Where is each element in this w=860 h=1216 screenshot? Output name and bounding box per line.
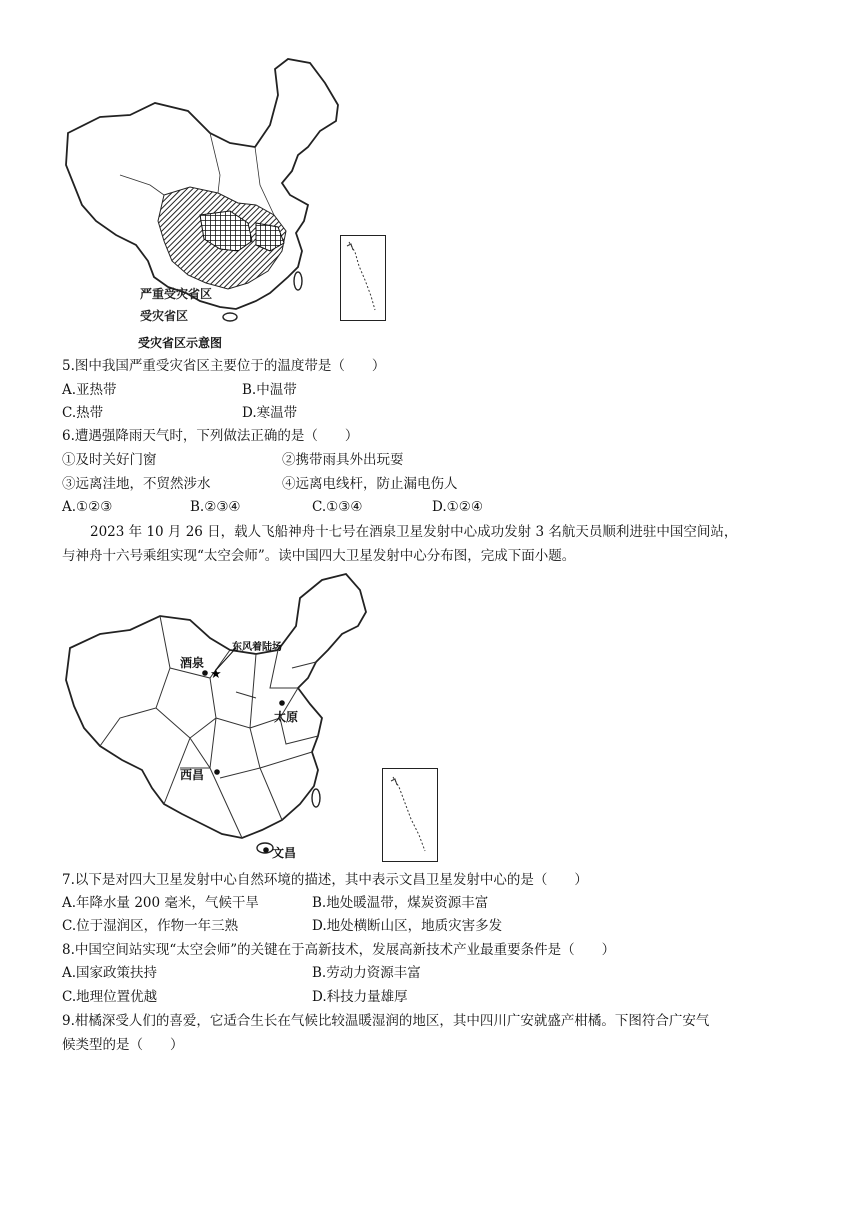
q7-option-c: C.位于湿润区，作物一年三熟 <box>62 918 239 934</box>
q5-option-b: B.中温带 <box>242 382 297 398</box>
q7-option-a: A.年降水量 200 毫米，气候干旱 <box>62 895 259 911</box>
q8-option-a: A.国家政策扶持 <box>62 965 158 981</box>
q7-option-d: D.地处横断山区，地质灾害多发 <box>312 918 503 934</box>
q9-line-1: 9.柑橘深受人们的喜爱，它适合生长在气候比较温暖湿润的地区，其中四川广安就盛产柑橘。下图符合广安气 <box>62 1013 710 1029</box>
south-sea-inset-1 <box>340 235 386 321</box>
jiuquan-marker <box>202 670 208 676</box>
q5-option-d: D.寒温带 <box>242 405 298 421</box>
q6-option-c: C.①③④ <box>312 499 363 515</box>
city-label-xichang: 西昌 <box>180 768 205 782</box>
q6-option-b: B.②③④ <box>190 499 241 515</box>
city-label-wenchang: 文昌 <box>272 846 297 860</box>
taiyuan-marker <box>279 700 285 706</box>
q8-option-b: B.劳动力资源丰富 <box>312 965 421 981</box>
city-label-jiuquan: 酒泉 <box>180 656 205 670</box>
q6-item-4: ④远离电线杆，防止漏电伤人 <box>282 476 458 492</box>
q6-stem: 6.遭遇强降雨天气时，下列做法正确的是（ ） <box>62 428 359 444</box>
dongfeng-star-icon: ★ <box>210 667 222 682</box>
xichang-marker <box>214 769 220 775</box>
q9-line-2: 候类型的是（ ） <box>62 1037 184 1053</box>
q6-option-d: D.①②④ <box>432 499 483 515</box>
passage-line-1: 2023 年 10 月 26 日，载人飞船神舟十七号在酒泉卫星发射中心成功发射 3 名航天员顺利进驻中国空间站， <box>90 524 738 540</box>
q7-stem: 7.以下是对四大卫星发射中心自然环境的描述，其中表示文昌卫星发射中心的是（ ） <box>62 872 588 888</box>
q8-option-c: C.地理位置优越 <box>62 989 158 1005</box>
q6-item-1: ①及时关好门窗 <box>62 452 157 468</box>
launch-center-map <box>60 568 450 868</box>
q6-item-2: ②携带雨具外出玩耍 <box>282 452 404 468</box>
city-label-dongfeng: 东风着陆场 <box>232 642 282 653</box>
legend-affected: 受灾省区 <box>140 309 189 323</box>
q8-stem: 8.中国空间站实现“太空会师”的关键在于高新技术，发展高新技术产业最重要条件是（ ） <box>62 942 616 958</box>
q6-item-3: ③远离洼地，不贸然涉水 <box>62 476 211 492</box>
wenchang-marker <box>263 847 269 853</box>
q7-option-b: B.地处暖温带，煤炭资源丰富 <box>312 895 489 911</box>
disaster-map <box>60 55 400 350</box>
map1-caption: 受灾省区示意图 <box>138 336 223 350</box>
passage-line-2: 与神舟十六号乘组实现“太空会师”。读中国四大卫星发射中心分布图，完成下面小题。 <box>62 548 576 564</box>
q5-option-a: A.亚热带 <box>62 382 117 398</box>
q6-option-a: A.①②③ <box>62 499 113 515</box>
south-sea-inset-2 <box>382 768 438 862</box>
q8-option-d: D.科技力量雄厚 <box>312 989 408 1005</box>
q5-option-c: C.热带 <box>62 405 104 421</box>
q5-stem: 5.图中我国严重受灾省区主要位于的温度带是（ ） <box>62 358 386 374</box>
legend-severe: 严重受灾省区 <box>140 287 213 301</box>
city-label-taiyuan: 太原 <box>274 710 299 724</box>
